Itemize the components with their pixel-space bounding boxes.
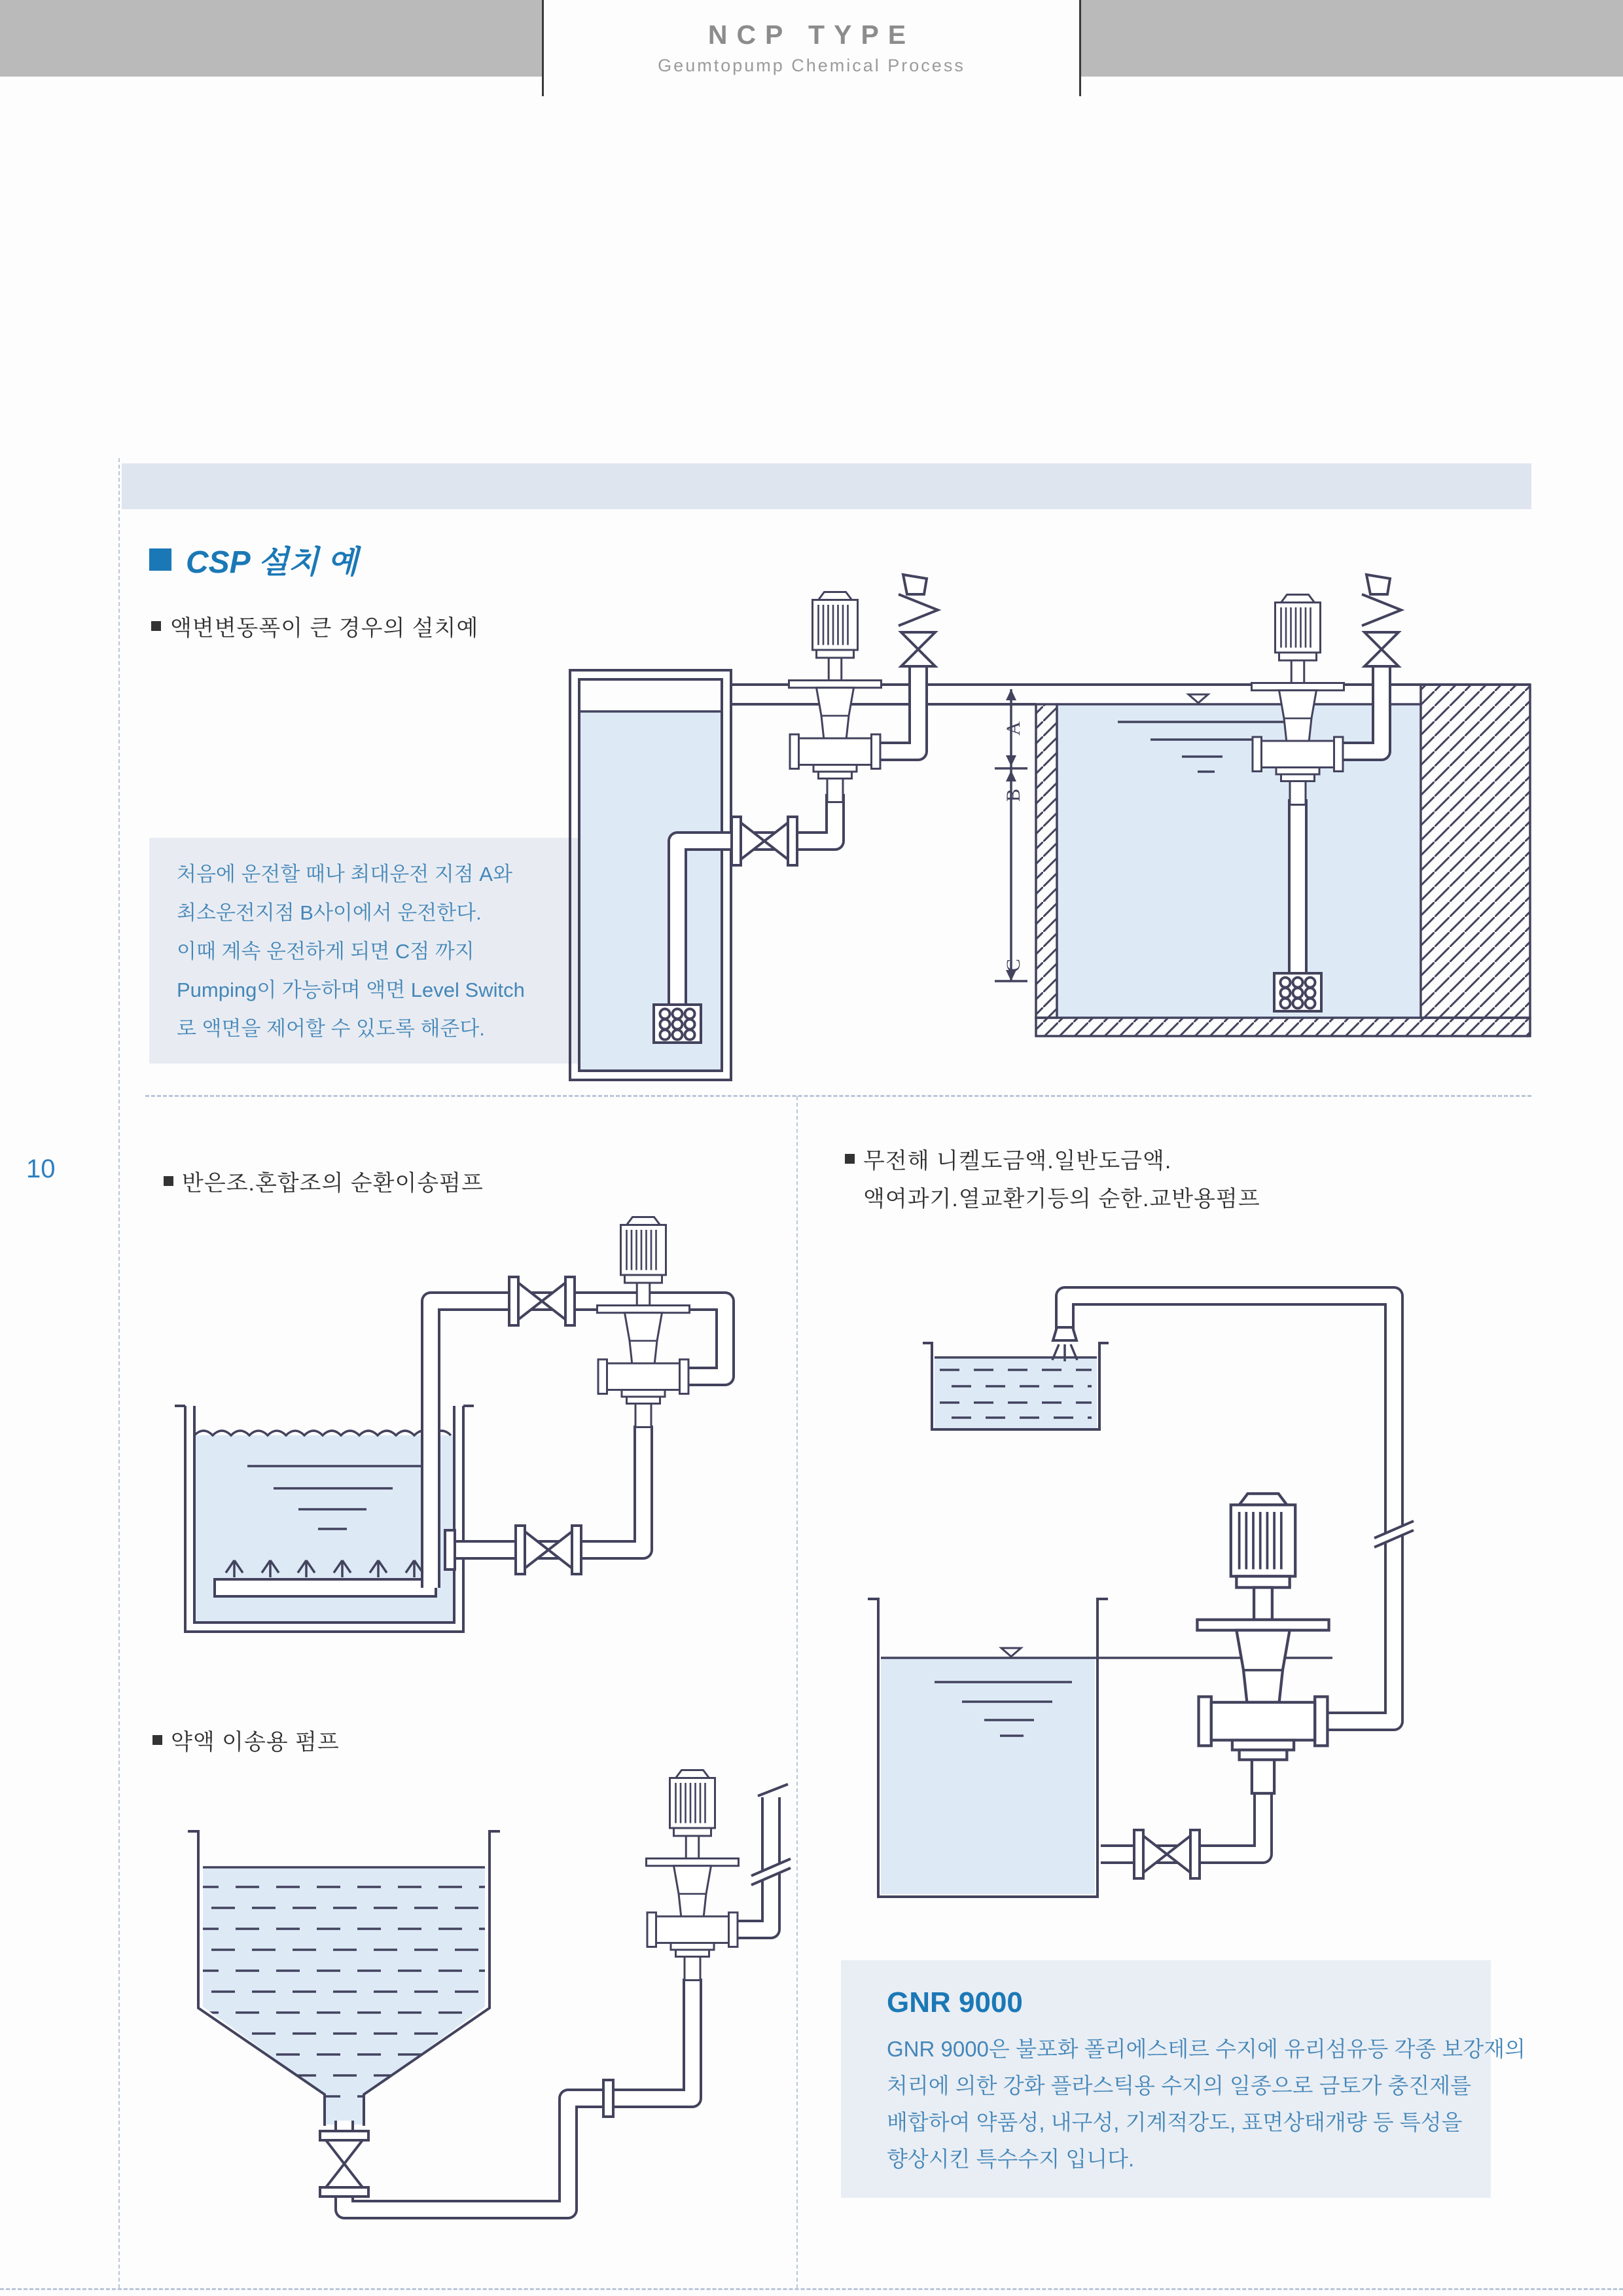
bullet-icon xyxy=(151,621,161,631)
diagram-level-variation xyxy=(562,586,1543,1093)
strainer-icon xyxy=(654,1005,701,1043)
bullet-icon xyxy=(164,1176,173,1186)
suction-pipe xyxy=(452,1426,643,1550)
pit-wall-left xyxy=(1036,704,1057,1018)
water-level-icon xyxy=(1188,694,1208,703)
gate-valve-icon xyxy=(1134,1830,1200,1878)
left-margin-guide xyxy=(118,458,120,2288)
note-line: 최소운전지점 B사이에서 운전한다. xyxy=(177,901,482,924)
gate-valve-icon xyxy=(320,2131,368,2197)
gate-valve-icon xyxy=(732,817,797,865)
check-valve-icon xyxy=(1362,575,1401,666)
note-line: 로 액면을 제어할 수 있도록 해준다. xyxy=(177,1017,485,1040)
pump-icon xyxy=(647,1770,739,1981)
gnr-line: GNR 9000은 불포화 폴리에스테르 수지에 유리섬유등 각종 보강재의 xyxy=(887,2037,1525,2061)
sparger-pipe xyxy=(215,1579,436,1596)
diagram-chemical-transfer-pump xyxy=(149,1759,777,2251)
check-valve-icon xyxy=(899,575,938,666)
example4-label: 약액 이송용 펌프 xyxy=(171,1730,340,1755)
center-column-guide xyxy=(796,1096,798,2288)
gnr9000-info-box xyxy=(841,1960,1525,2198)
page-number: 10 xyxy=(26,1155,56,1183)
gnr-line: 배합하여 약품성, 내구성, 기계적강도, 표면상태개량 등 특성을 xyxy=(887,2110,1463,2134)
section-separator xyxy=(145,1095,1531,1097)
bullet-icon xyxy=(152,1735,162,1745)
gnr-line: 처리에 의한 강화 플라스틱용 수지의 일종으로 금토가 충진제를 xyxy=(887,2073,1472,2098)
gate-valve-icon xyxy=(509,1277,575,1325)
pit-wall-right xyxy=(1421,685,1530,1018)
page-title: NCP TYPE xyxy=(707,20,916,50)
section-band xyxy=(122,463,1531,509)
note-line: Pumping이 가능하며 액면 Level Switch xyxy=(177,978,525,1001)
water-level-icon xyxy=(1001,1648,1021,1657)
bottom-trim-guide xyxy=(0,2288,1623,2290)
section-title: CSP 설치 예 xyxy=(186,545,358,580)
page-subtitle: Geumtopump Chemical Process xyxy=(658,56,965,75)
pump-icon xyxy=(597,1217,690,1427)
example2-label: 반은조.혼합조의 순환이송펌프 xyxy=(182,1171,484,1196)
example3-label-line2: 액여과기.열교환기등의 순한.교반용펌프 xyxy=(863,1187,1260,1211)
diagram-plating-circulation-pump xyxy=(836,1236,1559,1952)
flange xyxy=(603,2080,613,2117)
example3-label-line1: 무전해 니켈도금액.일반도금액. xyxy=(863,1149,1172,1174)
gnr-line: 향상시킨 특수수지 입니다. xyxy=(887,2147,1135,2171)
dim-label-b: B xyxy=(1003,788,1024,802)
lower-tank-liquid xyxy=(881,1658,1095,1894)
header-box xyxy=(542,0,1081,96)
dim-label-a: A xyxy=(1003,721,1024,736)
pump-icon xyxy=(789,592,882,802)
pump-icon xyxy=(1197,1494,1329,1793)
example1-label: 액변변동폭이 큰 경우의 설치예 xyxy=(170,616,479,641)
section-bullet-icon xyxy=(149,548,171,571)
strainer-icon xyxy=(1274,973,1321,1011)
bullet-icon xyxy=(845,1154,855,1164)
gate-valve-icon xyxy=(516,1526,581,1574)
pit-floor xyxy=(1036,1018,1530,1036)
flange xyxy=(445,1530,455,1570)
gnr9000-title: GNR 9000 xyxy=(887,1986,1023,2018)
note-line: 처음에 운전할 때나 최대운전 지점 A와 xyxy=(177,863,512,886)
wavy-surface xyxy=(194,1431,451,1435)
hopper-liquid xyxy=(203,1867,485,2125)
note-line: 이때 계속 운전하게 되면 C점 까지 xyxy=(177,940,474,963)
spray-nozzle-icon xyxy=(1053,1327,1077,1340)
diagram-circulation-pump xyxy=(149,1210,777,1641)
dim-label-c: C xyxy=(1003,958,1024,973)
